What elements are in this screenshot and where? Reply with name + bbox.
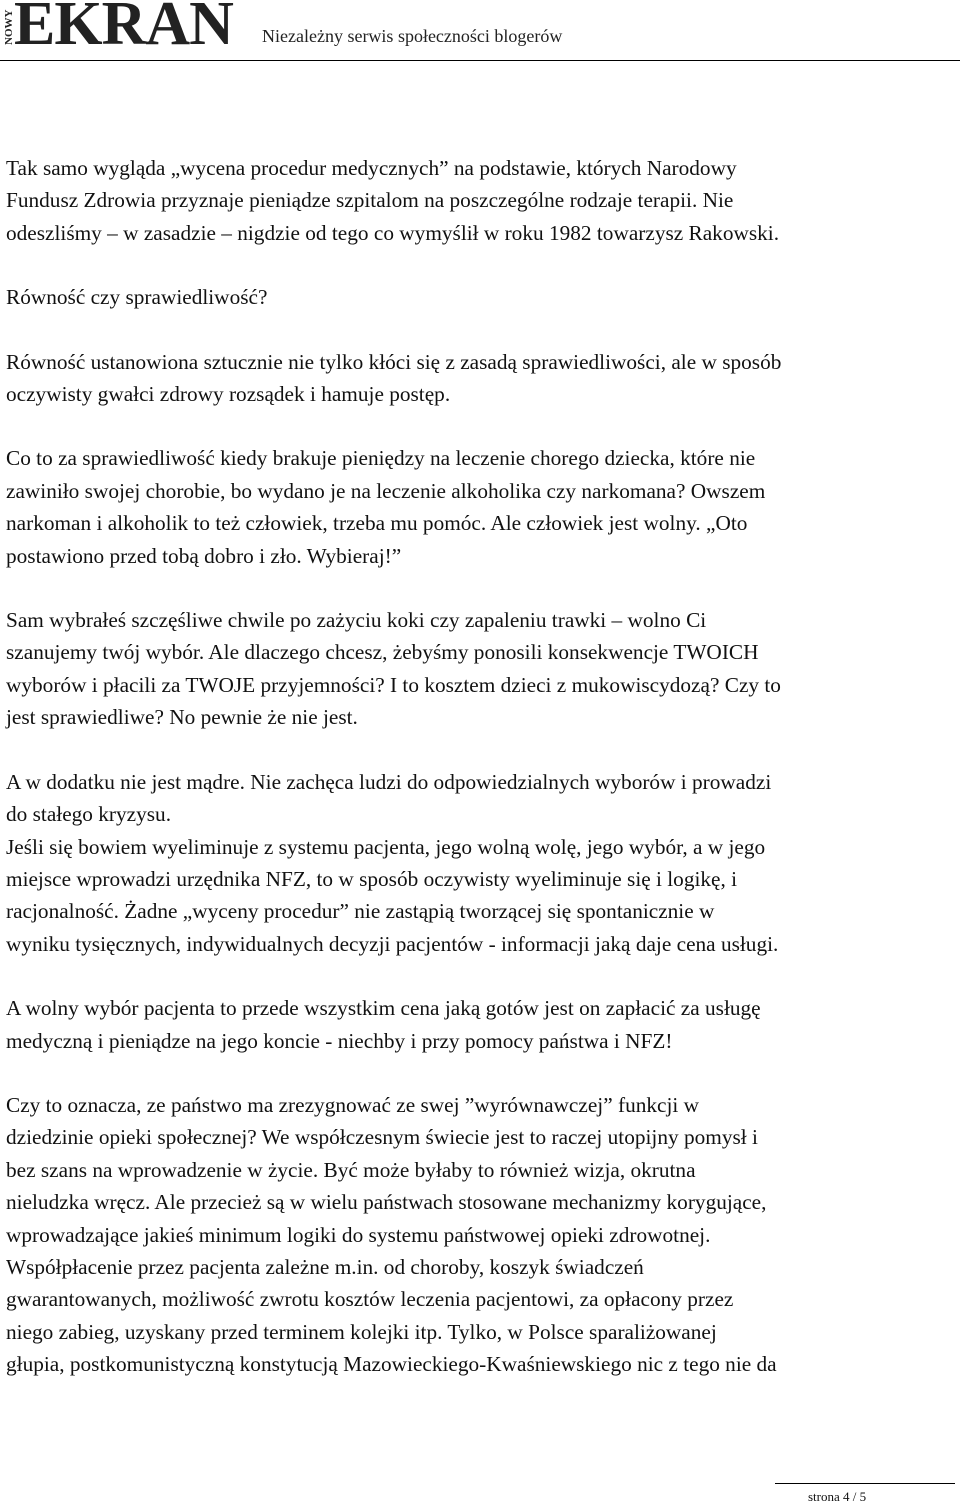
text-line: odeszliśmy – w zasadzie – nigdzie od tego co wymyślił w roku 1982 towarzysz Rakowski. <box>6 220 780 245</box>
text-line: nieludzka wręcz. Ale przecież są w wielu państwach stosowane mechanizmy korygujące, <box>6 1190 767 1215</box>
site-tagline: Niezależny serwis społeczności blogerów <box>262 26 563 46</box>
text-line: A wolny wybór pacjenta to przede wszystkim cena jaką gotów jest on zapłacić za usługę <box>6 996 761 1021</box>
paragraph <box>6 1089 956 1381</box>
text-line: narkoman i alkoholik to też człowiek, trzeba mu pomóc. Ale człowiek jest wolny. „Oto <box>6 511 748 536</box>
logo-nowy-text: NOWY <box>3 9 15 45</box>
paragraph <box>6 442 956 572</box>
text-line: bez szans na wprowadzenie w życie. Być może byłaby to również wizja, okrutna <box>6 1157 696 1182</box>
paragraph <box>6 604 956 734</box>
text-line: medyczną i pieniądze na jego koncie - niechby i przy pomocy państwa i NFZ! <box>6 1028 673 1053</box>
text-line: wyniku tysięcznych, indywidualnych decyzji pacjentów - informacji jaką daje cena usługi. <box>6 931 779 956</box>
text-line: miejsce wprowadzi urzędnika NFZ, to w sposób oczywisty wyeliminuje się i logikę, i <box>6 866 738 891</box>
text-line: A w dodatku nie jest mądre. Nie zachęca ludzi do odpowiedzialnych wyborów i prowadzi <box>6 769 772 794</box>
text-line: Fundusz Zdrowia przyznaje pieniądze szpitalom na poszczególne rodzaje terapii. Nie <box>6 188 734 213</box>
text-line: gwarantowanych, możliwość zwrotu kosztów leczenia pacjentowi, za opłacony przez <box>6 1287 734 1312</box>
text-line: dziedzinie opieki społecznej? We współczesnym świecie jest to raczej utopijny pomysł i <box>6 1125 758 1150</box>
header-divider <box>0 60 960 61</box>
text-line: głupia, postkomunistyczną konstytucją Mazowieckiego-Kwaśniewskiego nic z tego nie da <box>6 1352 777 1377</box>
text-line: oczywisty gwałci zdrowy rozsądek i hamuje postęp. <box>6 382 451 407</box>
text-line: racjonalność. Żadne „wyceny procedur” nie zastąpią tworzącej się spontanicznie w <box>6 899 715 924</box>
text-line: Jeśli się bowiem wyeliminuje z systemu pacjenta, jego wolną wolę, jego wybór, a w jego <box>6 834 766 859</box>
text-line: postawiono przed tobą dobro i zło. Wybieraj!” <box>6 543 402 568</box>
paragraph-heading <box>6 281 956 313</box>
text-line: Sam wybrałeś szczęśliwe chwile po zażyciu koki czy zapaleniu trawki – wolno Ci <box>6 608 707 633</box>
text-line: Współpłacenie przez pacjenta zależne m.in. od choroby, koszyk świadczeń <box>6 1254 644 1279</box>
text-line: szanujemy twój wybór. Ale dlaczego chcesz, żebyśmy ponosili konsekwencje TWOICH <box>6 640 759 665</box>
text-line: Co to za sprawiedliwość kiedy brakuje pieniędzy na leczenie chorego dziecka, które nie <box>6 446 756 471</box>
text-line: do stałego kryzysu. <box>6 802 172 827</box>
masthead <box>0 0 960 64</box>
paragraph <box>6 766 956 831</box>
article-body <box>6 152 956 1413</box>
paragraph <box>6 152 956 249</box>
paragraph <box>6 346 956 411</box>
text-line: jest sprawiedliwe? No pewnie że nie jest. <box>6 705 358 730</box>
text-line: Równość czy sprawiedliwość? <box>6 285 268 310</box>
text-line: Czy to oznacza, ze państwo ma zrezygnować ze swej ”wyrównawczej” funkcji w <box>6 1092 700 1117</box>
site-logo[interactable]: EKRAN <box>14 0 233 58</box>
footer-divider <box>775 1483 955 1484</box>
text-line: zawiniło swojej chorobie, bo wydano je na leczenie alkoholika czy narkomana? Owszem <box>6 478 766 503</box>
paragraph <box>6 992 956 1057</box>
text-line: wprowadzające jakieś minimum logiki do systemu państwowej opieki zdrowotnej. <box>6 1222 711 1247</box>
page-number: strona 4 / 5 <box>808 1489 867 1504</box>
text-line: niego zabieg, uzyskany przed terminem kolejki itp. Tylko, w Polsce sparaliżowanej <box>6 1319 717 1344</box>
text-line: wyborów i płacili za TWOJE przyjemności? I to kosztem dzieci z mukowiscydozą? Czy to <box>6 672 781 697</box>
text-line: Równość ustanowiona sztucznie nie tylko kłóci się z zasadą sprawiedliwości, ale w sposób <box>6 349 782 374</box>
paragraph <box>6 831 956 961</box>
text-line: Tak samo wygląda „wycena procedur medycznych” na podstawie, których Narodowy <box>6 156 737 180</box>
